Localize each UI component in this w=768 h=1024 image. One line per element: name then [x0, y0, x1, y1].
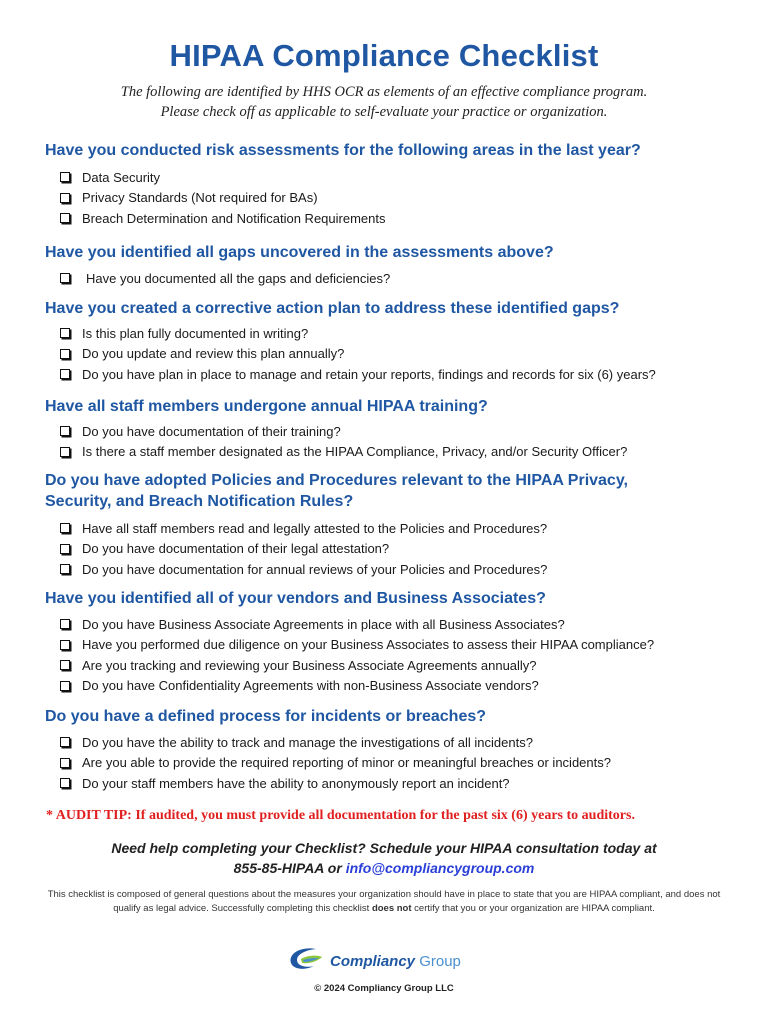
section-title: Have you identified all gaps uncovered in the assessments above?	[45, 244, 554, 261]
checklist-item[interactable]	[45, 676, 745, 697]
disclaimer-text-1: This checklist is composed of general questions about the measures your organization should have in place to state that you are HIPAA compliant, and does not qualify as legal advice. Successfully completing this checklist	[47, 889, 721, 914]
section-policies	[45, 470, 745, 580]
item-label: Do you have documentation of their training?	[82, 423, 341, 439]
item-label: Do you have documentation of their legal attestation?	[82, 541, 390, 557]
section-corrective-action	[45, 298, 745, 385]
item-label: Do you have the ability to track and manage the investigations of all incidents?	[82, 734, 533, 750]
item-label: Privacy Standards (Not required for BAs)	[82, 190, 318, 206]
help-phone: 855-85-HIPAA or	[233, 860, 342, 876]
checklist-item[interactable]	[45, 188, 745, 209]
checklist-item[interactable]	[45, 539, 745, 560]
section-title-line-1: Do you have adopted Policies and Procedures relevant to the HIPAA Privacy,	[45, 472, 628, 489]
checklist-item[interactable]	[45, 614, 745, 635]
checklist-item[interactable]	[45, 208, 745, 229]
item-label: Do you have Confidentiality Agreements with non-Business Associate vendors?	[82, 678, 539, 694]
logo-word-1: Compliancy	[330, 952, 416, 970]
section-title: Have you created a corrective action plan to address these identified gaps?	[45, 300, 620, 317]
section-title: Have you identified all of your vendors and Business Associates?	[45, 590, 546, 607]
logo-word-2: Group	[419, 952, 461, 970]
checkbox-icon[interactable]	[60, 447, 70, 457]
checklist-item[interactable]	[45, 559, 745, 580]
disclaimer-text-2: certify that you or your organization are HIPAA compliant.	[414, 903, 655, 914]
intro-line-2: Please check off as applicable to self-evaluate your practice or organization.	[160, 104, 608, 120]
copyright: © 2024 Compliancy Group LLC	[314, 983, 454, 994]
item-label: Do you have plan in place to manage and retain your reports, findings and records for six (6) years?	[82, 366, 656, 382]
checklist-item[interactable]	[45, 323, 745, 344]
item-label: Is this plan fully documented in writing?	[82, 325, 309, 341]
checklist-item[interactable]	[45, 442, 745, 463]
help-callout	[0, 838, 768, 878]
checklist-item[interactable]	[45, 421, 745, 442]
checkbox-icon[interactable]	[60, 737, 70, 747]
help-line-2	[0, 858, 768, 878]
item-label: Breach Determination and Notification Requirements	[82, 210, 386, 226]
checklist-item[interactable]	[45, 268, 745, 289]
page-title: HIPAA Compliance Checklist	[169, 38, 599, 73]
item-label: Data Security	[82, 169, 161, 185]
item-label: Do you have documentation for annual reviews of your Policies and Procedures?	[82, 561, 548, 577]
logo-wordmark	[330, 953, 461, 970]
item-label: Is there a staff member designated as the HIPAA Compliance, Privacy, and/or Security Officer?	[82, 444, 628, 460]
compliancy-group-swoosh-icon	[286, 944, 324, 979]
section-title-line-2: Security, and Breach Notification Rules?	[45, 493, 354, 510]
item-label: Have you documented all the gaps and deficiencies?	[86, 270, 391, 286]
checklist-item[interactable]	[45, 655, 745, 676]
checkbox-icon[interactable]	[60, 426, 70, 436]
checkbox-icon[interactable]	[60, 778, 70, 788]
checklist-item[interactable]	[45, 344, 745, 365]
disclaimer-emphasis: does not	[371, 903, 412, 914]
checkbox-icon[interactable]	[60, 349, 70, 359]
checkbox-icon[interactable]	[60, 564, 70, 574]
checkbox-icon[interactable]	[60, 213, 70, 223]
checklist-item[interactable]	[45, 364, 745, 385]
checkbox-icon[interactable]	[60, 172, 70, 182]
item-label: Have you performed due diligence on your Business Associates to assess their HIPAA compliance?	[82, 637, 655, 653]
section-title: Have you conducted risk assessments for the following areas in the last year?	[45, 142, 641, 159]
checklist-item[interactable]	[45, 773, 745, 794]
intro-line-1: The following are identified by HHS OCR as elements of an effective compliance program.	[120, 84, 648, 100]
disclaimer	[40, 888, 728, 916]
item-label: Are you able to provide the required reporting of minor or meaningful breaches or incidents?	[82, 755, 611, 771]
checkbox-icon[interactable]	[60, 369, 70, 379]
section-title: Have all staff members undergone annual HIPAA training?	[45, 398, 488, 415]
checkbox-icon[interactable]	[60, 758, 70, 768]
checkbox-icon[interactable]	[60, 544, 70, 554]
checkbox-icon[interactable]	[60, 523, 70, 533]
section-risk-assessments	[45, 140, 745, 229]
item-label: Do you update and review this plan annually?	[82, 346, 345, 362]
item-label: Do you have Business Associate Agreements in place with all Business Associates?	[82, 616, 565, 632]
checkbox-icon[interactable]	[60, 640, 70, 650]
section-staff-training	[45, 396, 745, 462]
checklist-item[interactable]	[45, 635, 745, 656]
section-title: Do you have a defined process for incidents or breaches?	[45, 708, 487, 725]
checklist-item[interactable]	[45, 518, 745, 539]
compliancy-group-logo	[286, 944, 486, 978]
section-vendors	[45, 588, 745, 696]
intro-text	[0, 82, 768, 122]
checkbox-icon[interactable]	[60, 660, 70, 670]
section-incidents	[45, 706, 745, 794]
item-label: Do your staff members have the ability to anonymously report an incident?	[82, 775, 510, 791]
checkbox-icon[interactable]	[60, 193, 70, 203]
checkbox-icon[interactable]	[60, 328, 70, 338]
checklist-item[interactable]	[45, 753, 745, 774]
checkbox-icon[interactable]	[60, 619, 70, 629]
item-label: Have all staff members read and legally attested to the Policies and Procedures?	[82, 520, 548, 536]
checklist-item[interactable]	[45, 732, 745, 753]
checkbox-icon[interactable]	[60, 681, 70, 691]
audit-tip: * AUDIT TIP: If audited, you must provide all documentation for the past six (6) years to auditors.	[46, 808, 635, 823]
section-gaps	[45, 242, 745, 289]
checkbox-icon[interactable]	[60, 273, 70, 283]
help-email-link[interactable]: info@compliancygroup.com	[345, 860, 535, 876]
help-line-1: Need help completing your Checklist? Schedule your HIPAA consultation today at	[111, 840, 657, 856]
item-label: Are you tracking and reviewing your Business Associate Agreements annually?	[82, 657, 537, 673]
checklist-item[interactable]	[45, 167, 745, 188]
